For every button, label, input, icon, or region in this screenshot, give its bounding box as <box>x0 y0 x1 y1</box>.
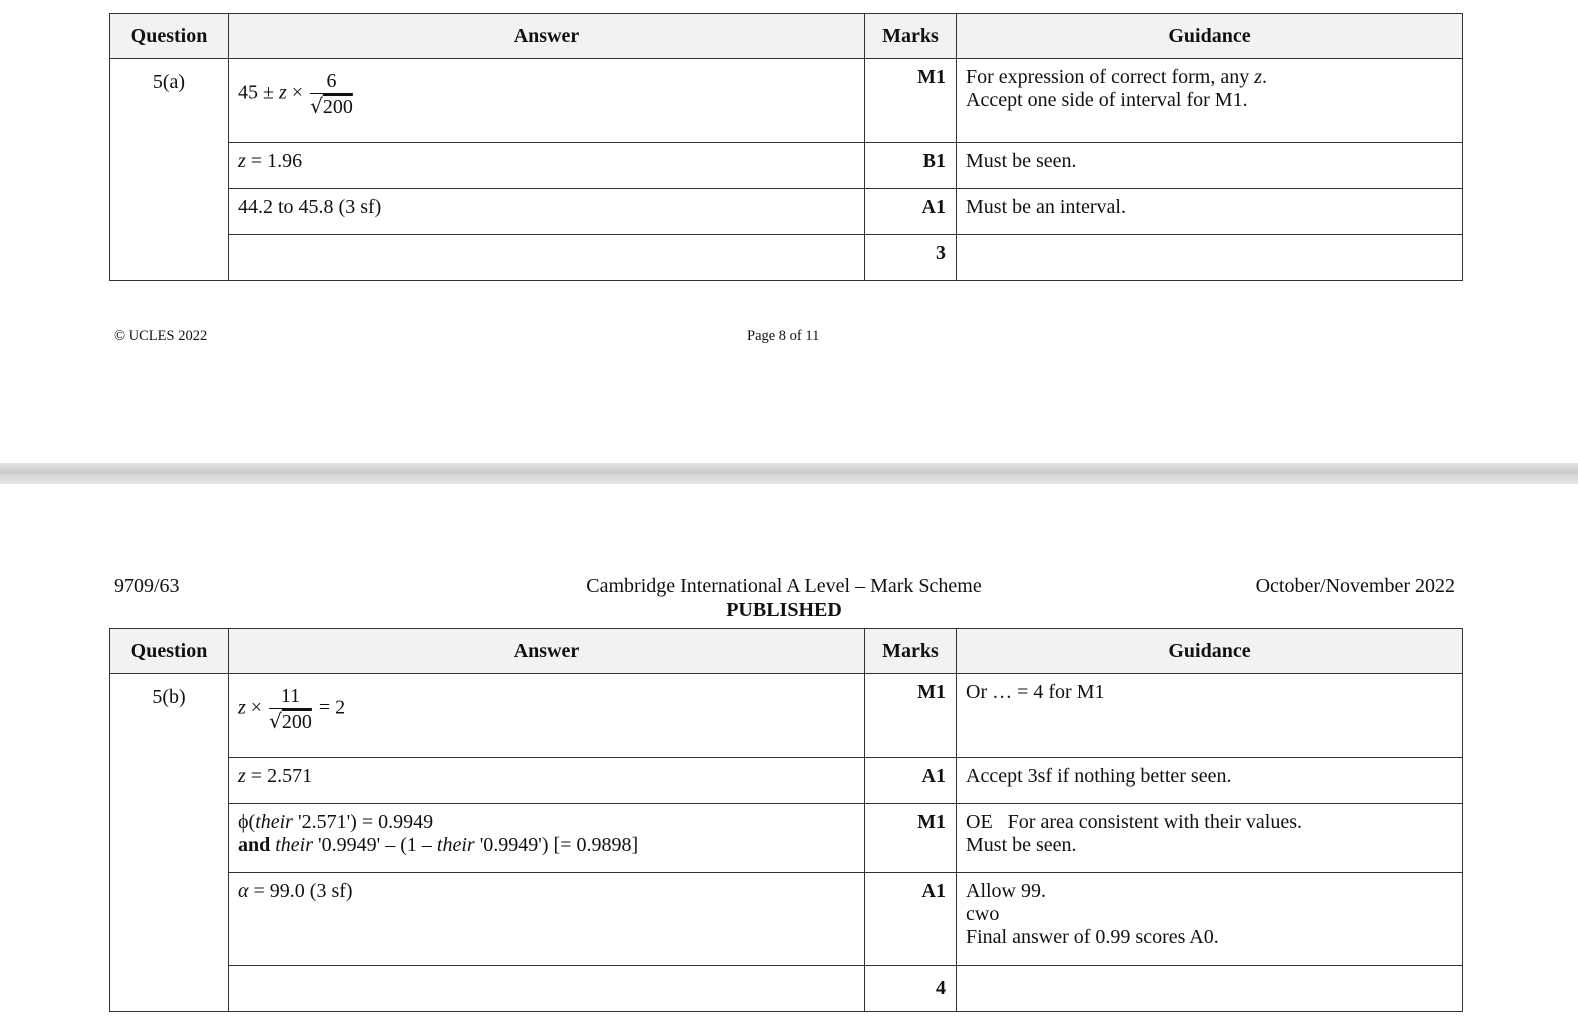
fraction <box>269 684 312 734</box>
guidance-line1-var: z <box>1254 66 1263 88</box>
guidance-text <box>957 59 1463 143</box>
guidance-text: Must be seen. <box>957 143 1463 189</box>
footer-page-number: Page 8 of 11 <box>747 328 820 344</box>
sqrt-symbol: √ <box>310 94 323 118</box>
fraction-numerator: 6 <box>310 69 353 94</box>
phi-symbol: ϕ( <box>238 811 256 833</box>
answer-rest: = 1.96 <box>245 150 303 172</box>
answer-text <box>229 804 865 873</box>
header-guidance: Guidance <box>957 14 1463 59</box>
mark-value: A1 <box>865 758 957 804</box>
their-word: their <box>436 834 475 856</box>
footer-copyright: © UCLES 2022 <box>114 328 208 344</box>
guidance-empty <box>957 966 1463 1012</box>
table-row <box>110 804 1463 873</box>
table-header-row <box>110 629 1463 674</box>
header-marks: Marks <box>865 14 957 59</box>
mark-value: A1 <box>865 189 957 235</box>
guidance-text <box>957 873 1463 966</box>
question-label: 5(b) <box>110 674 229 1012</box>
radicand: 200 <box>322 96 353 118</box>
formula-prefix: 45 ± <box>238 81 279 104</box>
formula-var: z <box>278 81 287 104</box>
paper-code: 9709/63 <box>114 575 180 597</box>
their-word: their <box>275 834 314 856</box>
mark-value: M1 <box>865 674 957 758</box>
formula-times: × <box>245 696 268 719</box>
answer-empty <box>229 235 865 281</box>
mark-value: A1 <box>865 873 957 966</box>
page-8 <box>0 0 1578 463</box>
answer-formula <box>229 59 865 143</box>
mark-value: M1 <box>865 804 957 873</box>
guidance-line1: Allow 99. <box>966 880 1046 902</box>
exam-session: October/November 2022 <box>1255 575 1455 597</box>
radicand: 200 <box>281 711 312 733</box>
mark-scheme-table-5a <box>109 13 1463 281</box>
answer-formula <box>229 674 865 758</box>
guidance-text: Accept 3sf if nothing better seen. <box>957 758 1463 804</box>
guidance-line2: Must be seen. <box>966 834 1077 856</box>
answer-text <box>229 758 865 804</box>
guidance-text <box>957 804 1463 873</box>
mark-value: M1 <box>865 59 957 143</box>
published-label: PUBLISHED <box>726 599 842 621</box>
header-marks: Marks <box>865 629 957 674</box>
guidance-empty <box>957 235 1463 281</box>
answer-rest: = 2.571 <box>245 765 313 787</box>
their-word: their <box>255 811 293 833</box>
table-row <box>110 143 1463 189</box>
answer-line2-a: '0.9949' – (1 – <box>313 834 437 856</box>
question-label: 5(a) <box>110 59 229 281</box>
table-row-total <box>110 966 1463 1012</box>
table-row <box>110 873 1463 966</box>
answer-rest: = 99.0 (3 sf) <box>248 880 353 902</box>
total-marks: 4 <box>865 966 957 1012</box>
formula-rest: = 2 <box>313 696 346 719</box>
guidance-line3: Final answer of 0.99 scores A0. <box>966 926 1219 948</box>
table-row <box>110 59 1463 143</box>
guidance-line1-b: . <box>1262 66 1268 88</box>
guidance-line2: cwo <box>966 903 1000 925</box>
table-row-total <box>110 235 1463 281</box>
mark-value: B1 <box>865 143 957 189</box>
formula-times: × <box>286 81 309 104</box>
table-row <box>110 189 1463 235</box>
answer-line1-rest: '2.571') = 0.9949 <box>292 811 434 833</box>
fraction-denominator <box>269 709 312 734</box>
page-separator <box>0 463 1578 484</box>
mark-scheme-table-5b <box>109 628 1463 1012</box>
fraction <box>310 69 353 119</box>
answer-text: 44.2 to 45.8 (3 sf) <box>229 189 865 235</box>
header-answer: Answer <box>229 629 865 674</box>
header-answer: Answer <box>229 14 865 59</box>
answer-var: α <box>238 880 249 902</box>
answer-var: z <box>238 150 246 172</box>
sqrt-symbol: √ <box>269 709 282 733</box>
header-question: Question <box>110 14 229 59</box>
and-word: and <box>238 834 271 856</box>
answer-empty <box>229 966 865 1012</box>
document-title: Cambridge International A Level – Mark Scheme <box>586 575 982 597</box>
guidance-text: Must be an interval. <box>957 189 1463 235</box>
guidance-line1: OE For area consistent with their values. <box>966 811 1303 833</box>
answer-line2-b: '0.9949') [= 0.9898] <box>474 834 639 856</box>
page-9 <box>0 484 1578 1036</box>
header-question: Question <box>110 629 229 674</box>
table-row <box>110 674 1463 758</box>
header-guidance: Guidance <box>957 629 1463 674</box>
answer-text <box>229 143 865 189</box>
answer-var: z <box>238 765 246 787</box>
formula-var: z <box>238 696 246 719</box>
guidance-text: Or … = 4 for M1 <box>957 674 1463 758</box>
answer-text <box>229 873 865 966</box>
guidance-line2: Accept one side of interval for M1. <box>966 89 1248 111</box>
guidance-line1-a: For expression of correct form, any <box>966 66 1255 88</box>
table-row <box>110 758 1463 804</box>
table-header-row <box>110 14 1463 59</box>
total-marks: 3 <box>865 235 957 281</box>
fraction-numerator: 11 <box>269 684 312 709</box>
fraction-denominator <box>310 94 353 119</box>
